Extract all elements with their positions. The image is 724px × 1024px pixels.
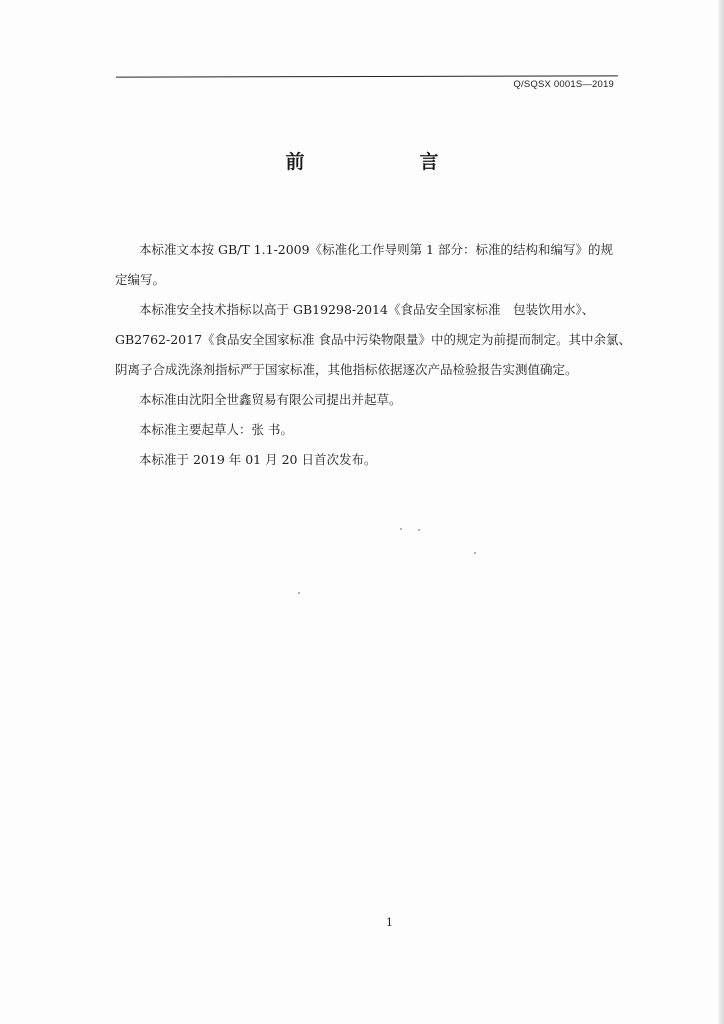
paragraph-3: 本标准由沈阳全世鑫贸易有限公司提出并起草。 (139, 392, 402, 407)
header-rule (116, 75, 618, 77)
standard-code: Q/SQSX 0001S—2019 (513, 79, 614, 90)
page-title: 前 言 (285, 151, 487, 173)
scan-speck (400, 528, 402, 530)
paragraph-1-line-2: 定编写。 (115, 272, 166, 287)
paragraph-2-line-2: GB2762-2017《食品安全国家标准 食品中污染物限量》中的规定为前提而制定。其中余氯、 (115, 332, 631, 347)
paragraph-5: 本标准于 2019 年 01 月 20 日首次发布。 (139, 452, 377, 467)
scan-speck (474, 552, 476, 554)
foreword-body (115, 235, 630, 475)
scan-speck (418, 529, 420, 531)
scan-speck (298, 592, 300, 594)
paragraph-2-line-3: 阴离子合成洗涤剂指标严于国家标准，其他指标依据逐次产品检验报告实测值确定。 (115, 362, 578, 377)
paragraph-1-line-1: 本标准文本按 GB/T 1.1-2009《标准化工作导则第 1 部分：标准的结构和编写》的规 (139, 242, 613, 257)
paragraph-2-line-1: 本标准安全技术指标以高于 GB19298-2014《食品安全国家标准 包装饮用水》、 (139, 302, 595, 317)
paragraph-4: 本标准主要起草人：张 书。 (139, 422, 293, 437)
page-number: 1 (386, 916, 393, 929)
